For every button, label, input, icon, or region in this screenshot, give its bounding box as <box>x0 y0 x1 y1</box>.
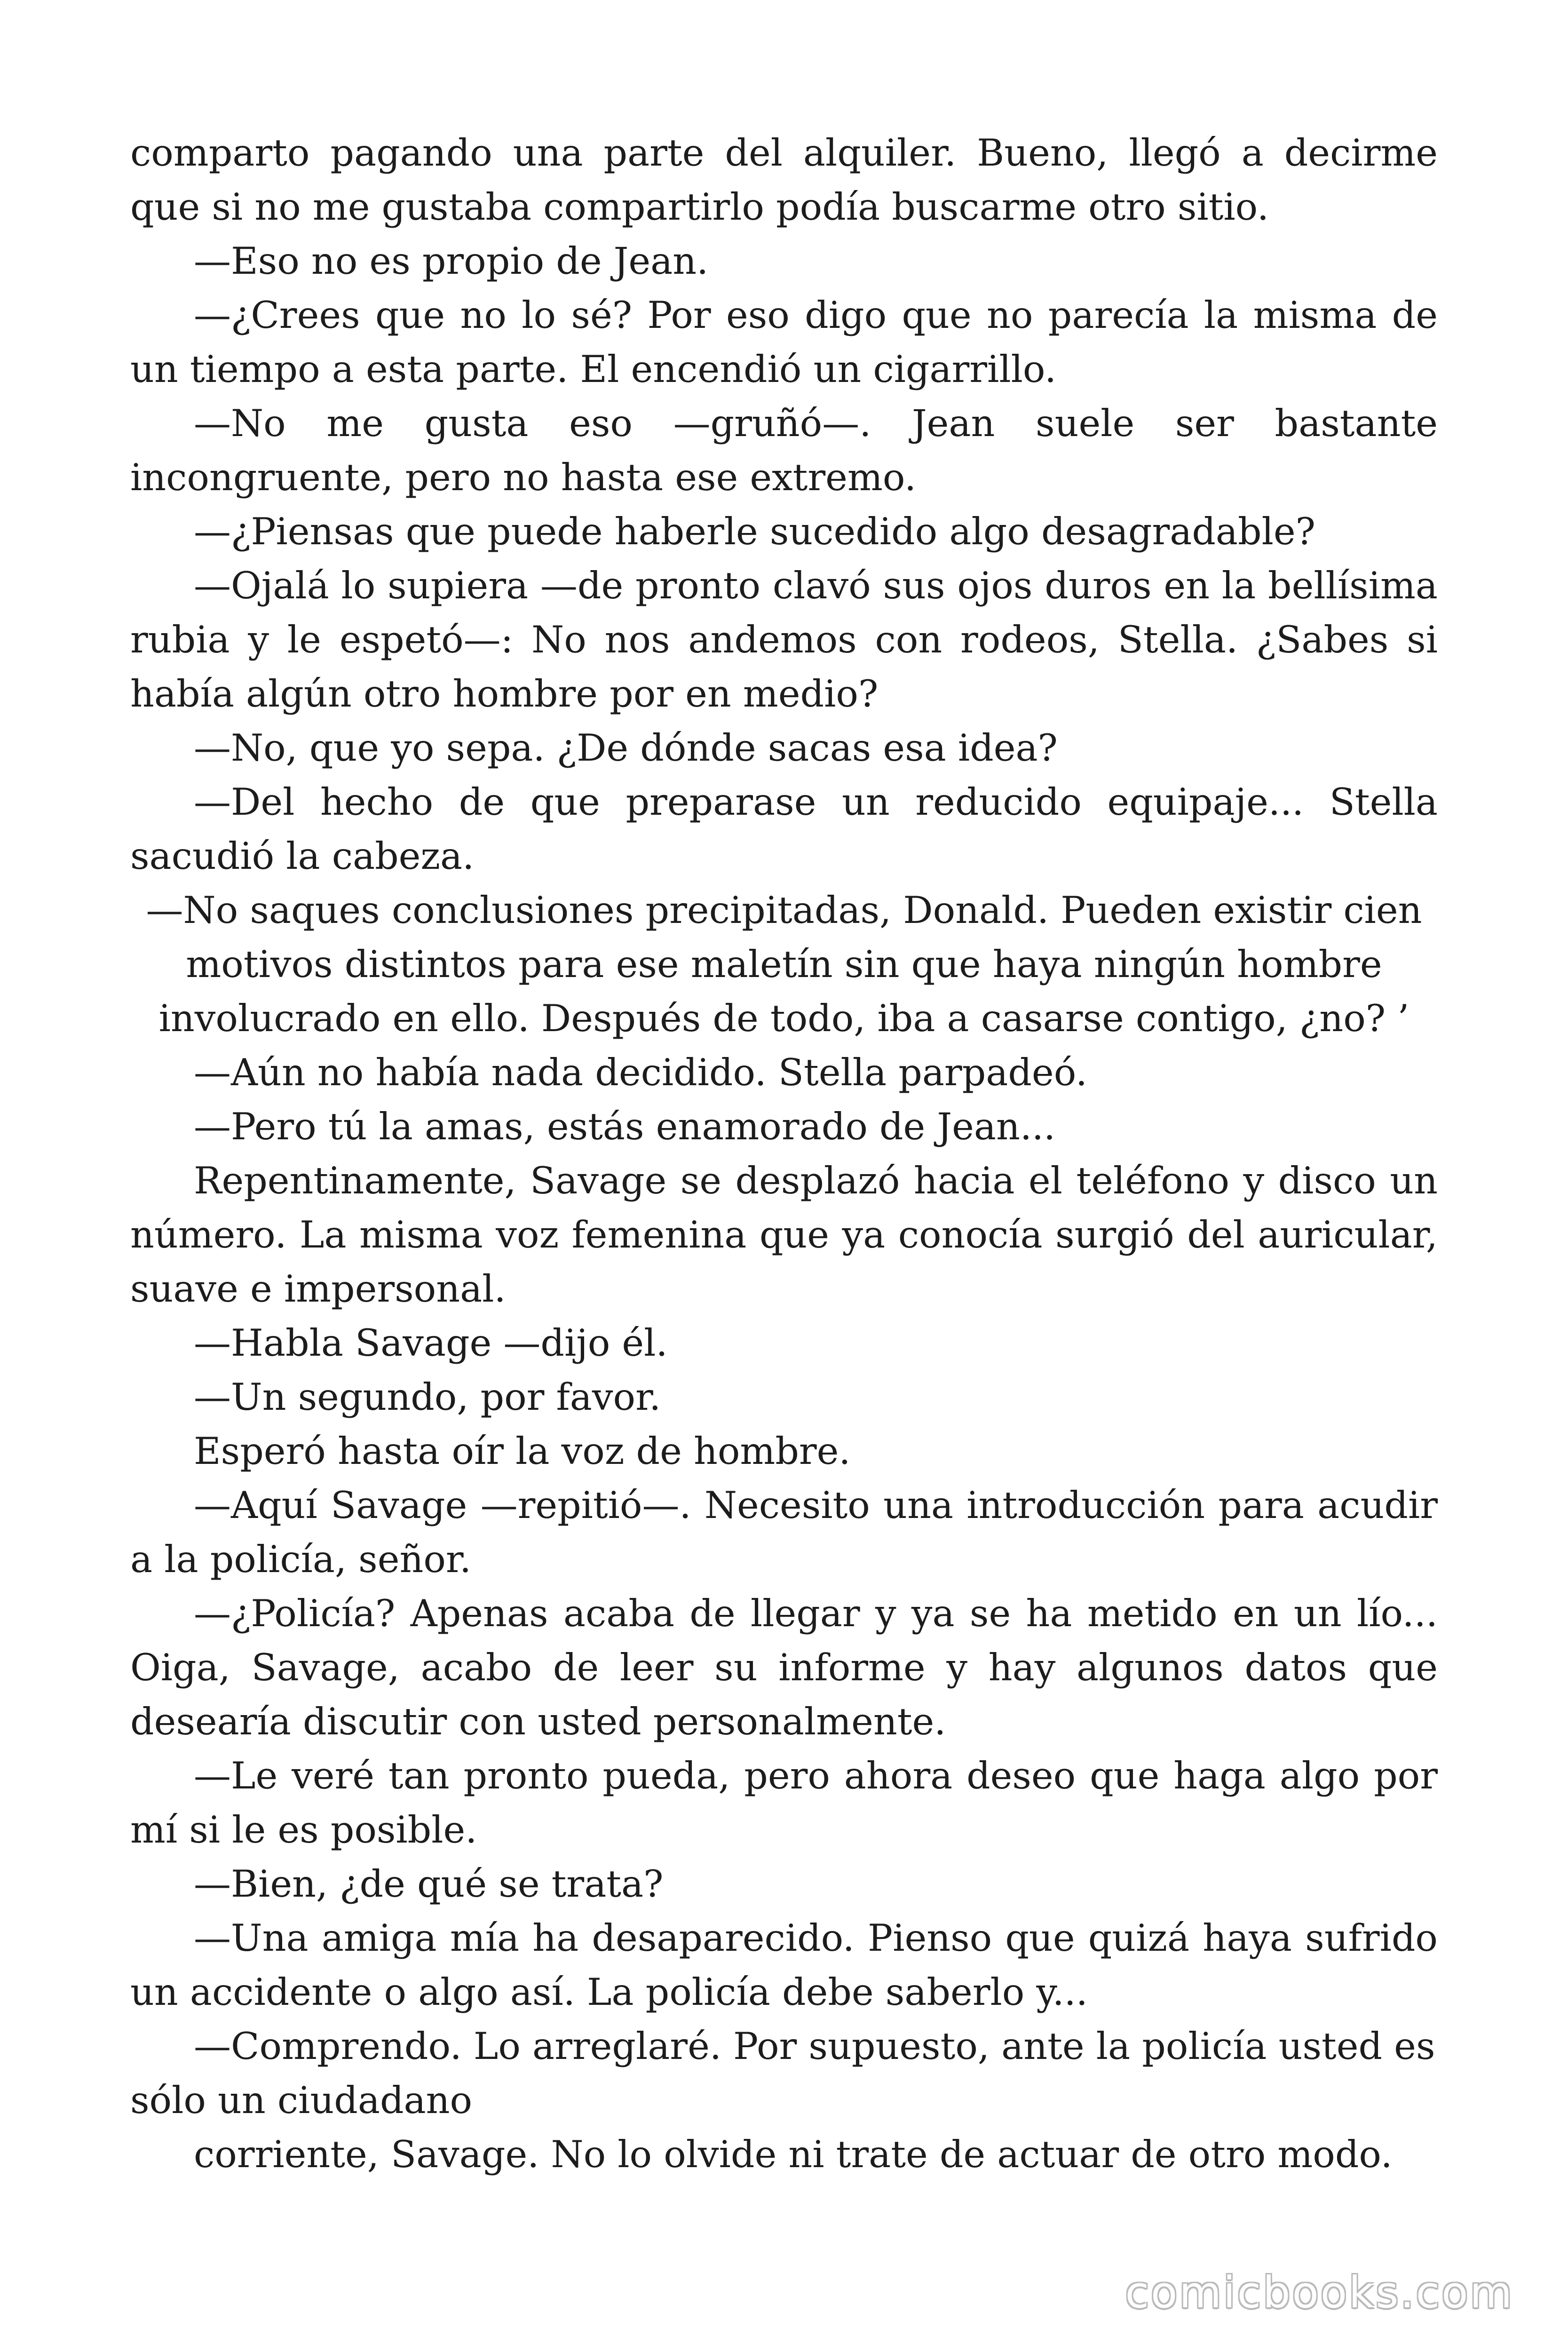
paragraph: Esperó hasta oír la voz de hombre. <box>194 1430 851 1473</box>
body-text <box>130 126 1438 2182</box>
paragraph: —Ojalá lo supiera —de pronto clavó sus ojos duros en la bellísima rubia y le espetó—: No nos andemos con rodeos, Stella. ¿Sabes si había algún otro hombre por en medio? <box>130 564 1438 715</box>
paragraph: comparto pagando una parte del alquiler. Bueno, llegó a decirme que si no me gustaba compartirlo podía buscarme otro sitio. <box>130 131 1438 229</box>
paragraph: —Habla Savage —dijo él. <box>194 1321 668 1365</box>
paragraph: —Le veré tan pronto pueda, pero ahora deseo que haga algo por mí si le es posible. <box>130 1754 1438 1851</box>
paragraph: corriente, Savage. No lo olvide ni trate de actuar de otro modo. <box>194 2133 1393 2176</box>
paragraph: —Bien, ¿de qué se trata? <box>194 1862 664 1906</box>
paragraph: —Pero tú la amas, estás enamorado de Jean... <box>194 1105 1056 1148</box>
paragraph: Repentinamente, Savage se desplazó hacia el teléfono y disco un número. La misma voz femenina que ya conocía surgió del auricular, suave e impersonal. <box>130 1159 1438 1311</box>
paragraph: —¿Piensas que puede haberle sucedido algo desagradable? <box>194 510 1315 553</box>
paragraph: —No, que yo sepa. ¿De dónde sacas esa idea? <box>194 726 1058 770</box>
paragraph: —Un segundo, por favor. <box>194 1375 661 1419</box>
paragraph: —Eso no es propio de Jean. <box>194 239 709 283</box>
paragraph: —No me gusta eso —gruñó—. Jean suele ser bastante incongruente, pero no hasta ese extremo. <box>130 402 1438 499</box>
paragraph: —Una amiga mía ha desaparecido. Pienso que quizá haya sufrido un accidente o algo así. La policía debe saberlo y... <box>130 1916 1438 2014</box>
watermark: comicbooks.com <box>1125 2267 1514 2318</box>
paragraph: —Comprendo. Lo arreglaré. Por supuesto, ante la policía usted es sólo un ciudadano <box>130 2025 1435 2122</box>
paragraph: —No saques conclusiones precipitadas, Donald. Pueden existir cien motivos distintos para ese maletín sin que haya ningún hombre involucrado en ello. Después de todo, iba a casarse contigo, ¿no? ’ <box>146 889 1422 1040</box>
paragraph: —¿Policía? Apenas acaba de llegar y ya se ha metido en un lío... Oiga, Savage, acabo de leer su informe y hay algunos datos que desearía discutir con usted personalmente. <box>130 1592 1438 1743</box>
paragraph: —Aún no había nada decidido. Stella parpadeó. <box>194 1051 1087 1094</box>
paragraph: —Del hecho de que preparase un reducido equipaje... Stella sacudió la cabeza. <box>130 780 1438 878</box>
paragraph: —Aquí Savage —repitió—. Necesito una introducción para acudir a la policía, señor. <box>130 1484 1438 1581</box>
paragraph: —¿Crees que no lo sé? Por eso digo que no parecía la misma de un tiempo a esta parte. El encendió un cigarrillo. <box>130 294 1438 391</box>
